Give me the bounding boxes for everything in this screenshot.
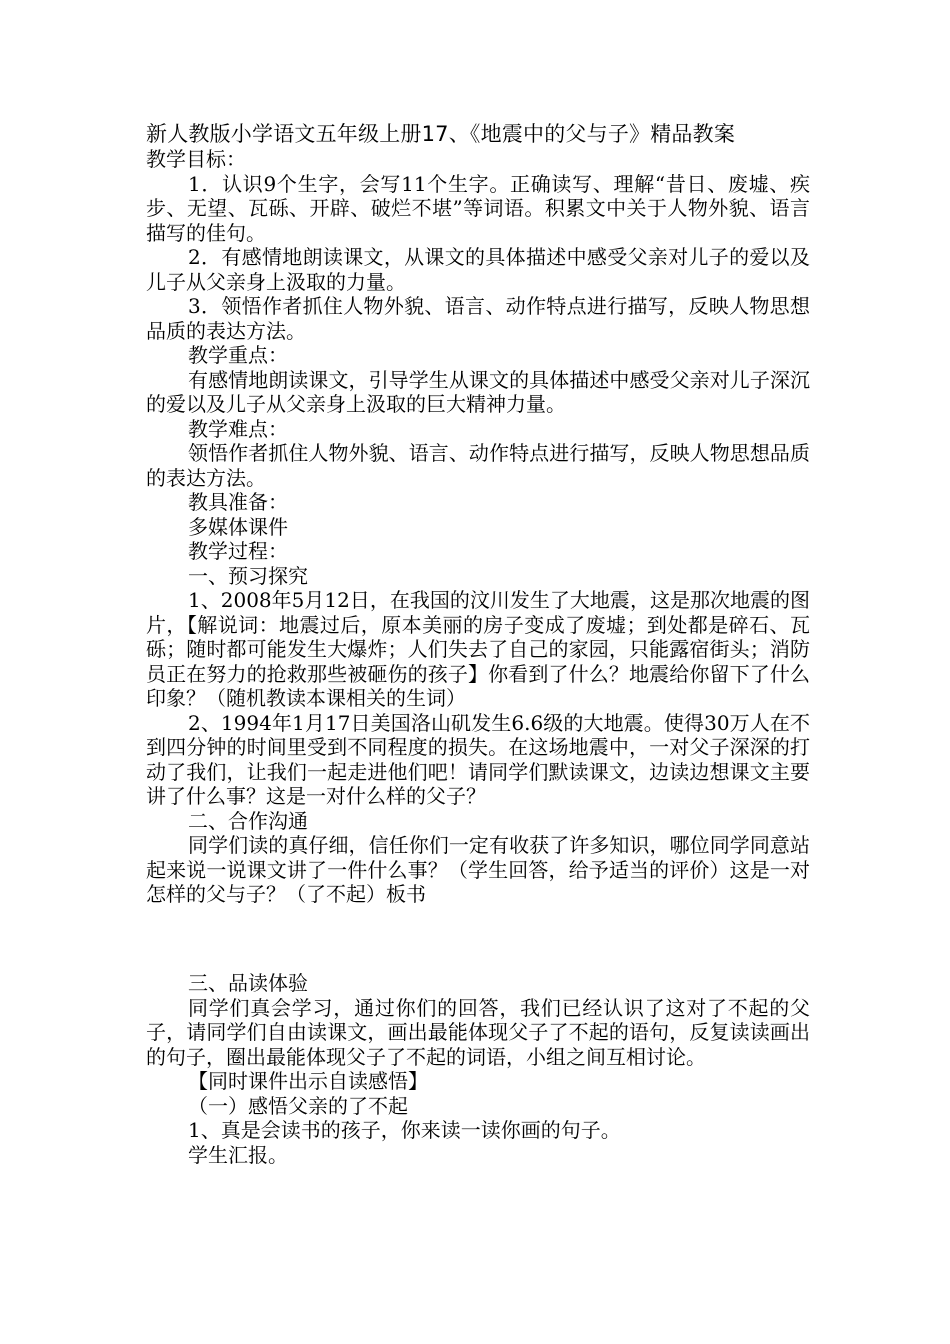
paragraph: 学生汇报。 [188,1142,288,1167]
document-page [146,122,810,1167]
paragraph: 3．领悟作者抓住人物外貌、语言、动作特点进行描写，反映人物思想品质的表达方法。 [146,294,810,343]
paragraph: 同学们真会学习，通过你们的回答，我们已经认识了这对了不起的父子，请同学们自由读课文，画出最能体现父子了不起的语句，反复读读画出的句子，圈出最能体现父子了不起的词语，小组之间互相讨论。 [146,995,810,1069]
paragraph: 【同时课件出示自读感悟】 [188,1069,428,1093]
paragraph: （一）感悟父亲的了不起 [188,1093,408,1118]
paragraph: 2．有感情地朗读课文，从课文的具体描述中感受父亲对儿子的爱以及儿子从父亲身上汲取的力量。 [146,245,810,294]
paragraph: 同学们读的真仔细，信任你们一定有收获了许多知识，哪位同学同意站起来说一说课文讲了一件什么事？（学生回答，给予适当的评价）这是一对怎样的父与子？（了不起）板书 [146,833,810,906]
paragraph: 1．认识9个生字，会写11个生字。正确读写、理解“昔日、废墟、疾步、无望、瓦砾、开辟、破烂不堪”等词语。积累文中关于人物外貌、语言描写的佳句。 [146,171,810,245]
paragraph: 1、2008年5月12日，在我国的汶川发生了大地震，这是那次地震的图片，【解说词：地震过后，原本美丽的房子变成了废墟；到处都是碎石、瓦砾；随时都可能发生大爆炸；人们失去了自己的家园，只能露宿街头；消防员正在努力的抢救那些被砸伤的孩子】你看到了什么？地震给你留下了什么印象？（随机教读本课相关的生词） [146,588,810,710]
paragraph: 教学过程： [188,539,288,563]
paragraph: 一、预习探究 [188,563,308,588]
paragraph: 教学重点： [188,343,288,367]
paragraph: 教学难点： [188,416,288,441]
paragraph: 教学目标： [146,147,246,171]
paragraph: 三、品读体验 [188,971,308,995]
paragraph: 有感情地朗读课文，引导学生从课文的具体描述中感受父亲对儿子深沉的爱以及儿子从父亲身上汲取的巨大精神力量。 [146,367,810,416]
paragraph: 多媒体课件 [188,514,288,539]
blank-line [146,927,810,952]
paragraph: 教具准备： [188,490,288,514]
paragraph: 2、1994年1月17日美国洛山矶发生6.6级的大地震。使得30万人在不到四分钟的时间里受到不同程度的损失。在这场地震中，一对父子深深的打动了我们，让我们一起走进他们吧！请同学们默读课文，边读边想课文主要讲了什么事？这是一对什么样的父子？ [146,710,810,808]
paragraph: 1、真是会读书的孩子，你来读一读你画的句子。 [188,1118,621,1142]
paragraph: 二、合作沟通 [188,808,308,833]
paragraph: 领悟作者抓住人物外貌、语言、动作特点进行描写，反映人物思想品质的表达方法。 [146,441,810,490]
document-title: 新人教版小学语文五年级上册17、《地震中的父与子》精品教案 [146,122,736,146]
document-body [146,147,810,1167]
